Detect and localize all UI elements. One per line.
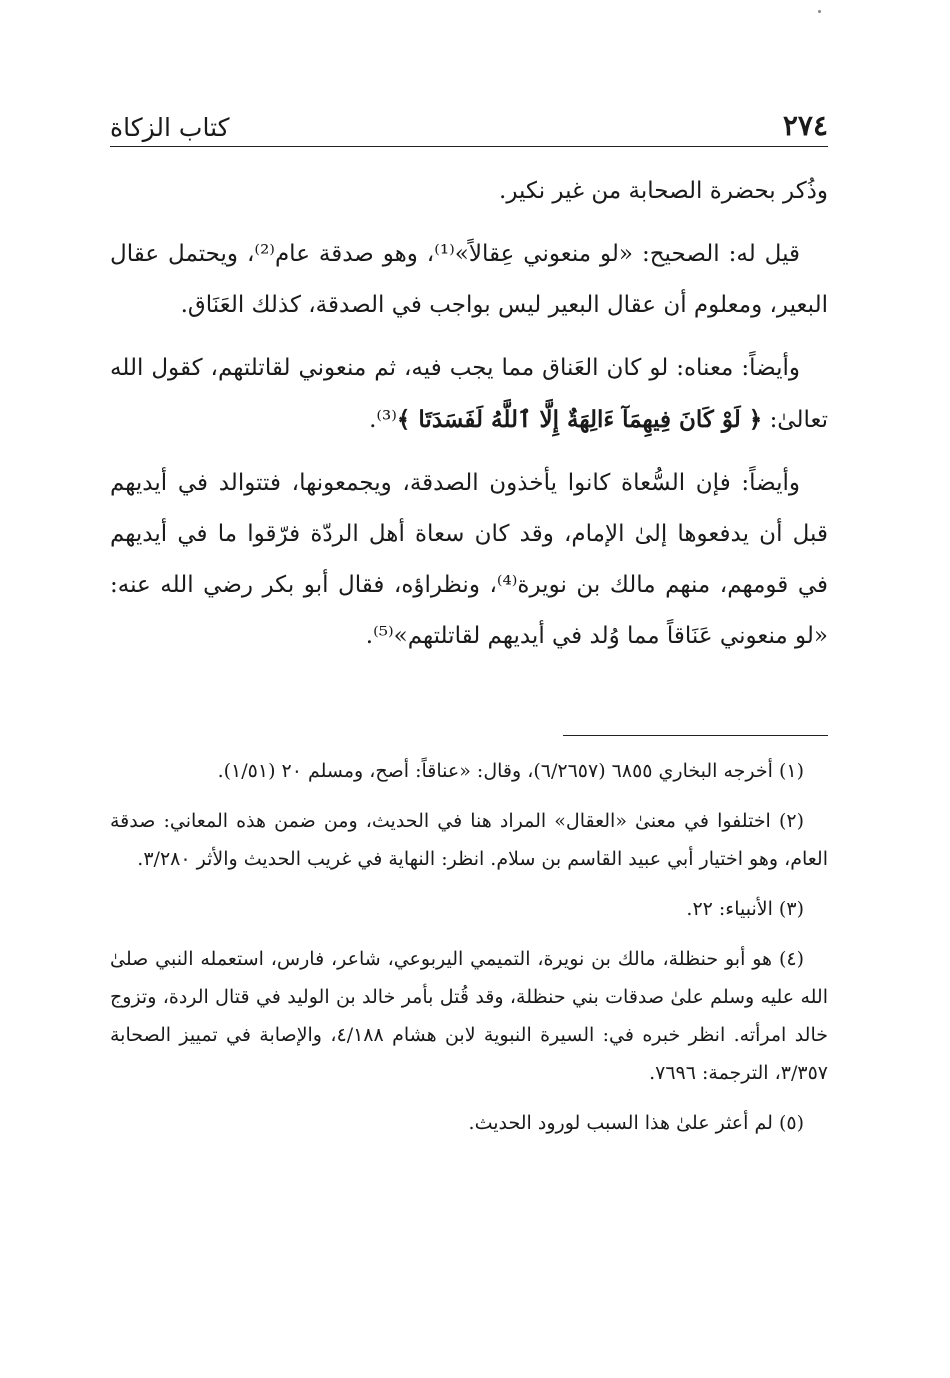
paragraph-3-end: ⁽³⁾.: [369, 407, 397, 433]
footnotes: [110, 752, 828, 1154]
footnote-4: (٤) هو أبو حنظلة، مالك بن نويرة، التميمي اليربوعي، شاعر، فارس، استعمله النبي صلىٰ الله عليه وسلم علىٰ صدقات بني حنظلة، وقد قُتل بأمر خالد بن الوليد في قتال الردة، وتزوج خالد امرأته. انظر خبره في: السيرة النبوية لابن هشام ٤/١٨٨، والإصابة في تمييز الصحابة ٣/٣٥٧، الترجمة: ٧٦٩٦.: [110, 948, 828, 1084]
main-text: [110, 166, 828, 674]
quran-verse: ﴿ لَوْ كَانَ فِيهِمَآ ءَالِهَةٌ إِلَّا ٱللَّهُ لَفَسَدَتَا ﴾: [396, 406, 763, 433]
header-rule: [110, 146, 828, 147]
page-header: [110, 98, 828, 142]
footnote-1: (١) أخرجه البخاري ٦٨٥٥ (٦/٢٦٥٧)، وقال: «عناقاً: أصح، ومسلم ٢٠ (١/٥١).: [217, 760, 804, 782]
document-page: [110, 0, 828, 1378]
paragraph-1: وذُكر بحضرة الصحابة من غير نكير.: [499, 178, 828, 204]
paragraph-3: [110, 343, 828, 446]
footnote-5: (٥) لم أعثر علىٰ هذا السبب لورود الحديث.: [468, 1112, 804, 1134]
paragraph-2: قيل له: الصحيح: «لو منعوني عِقالاً»⁽¹⁾، وهو صدقة عام⁽²⁾، ويحتمل عقال البعير، ومعلوم أن عقال البعير ليس بواجب في الصدقة، كذلك العَنَاق.: [110, 241, 828, 318]
paragraph-3-text: وأيضاً: معناه: لو كان العَناق مما يجب فيه، ثم منعوني لقاتلتهم، كقول الله تعالىٰ:: [110, 355, 828, 433]
footnote-2: (٢) اختلفوا في معنىٰ «العقال» المراد هنا في الحديث، ومن ضمن هذه المعاني: صدقة العام، وهو اختيار أبي عبيد القاسم بن سلام. انظر: النهاية في غريب الحديث والأثر ٣/٢٨٠.: [110, 810, 828, 870]
page-number: ٢٧٤: [782, 109, 828, 142]
footnote-3: (٣) الأنبياء: ٢٢.: [686, 898, 804, 920]
footnote-rule: [563, 735, 828, 736]
paragraph-4: وأيضاً: فإن السُّعاة كانوا يأخذون الصدقة، ويجمعونها، فتتوالد في أيديهم قبل أن يدفعوها إلىٰ الإمام، وقد كان سعاة أهل الردّة فرّقوا ما في أيديهم في قومهم، منهم مالك بن نويرة⁽⁴⁾، ونظراؤه، فقال أبو بكر رضي الله عنه: «لو منعوني عَنَاقاً مما وُلد في أيديهم لقاتلتهم»⁽⁵⁾.: [110, 470, 829, 649]
running-head: كتاب الزكاة: [110, 113, 230, 142]
